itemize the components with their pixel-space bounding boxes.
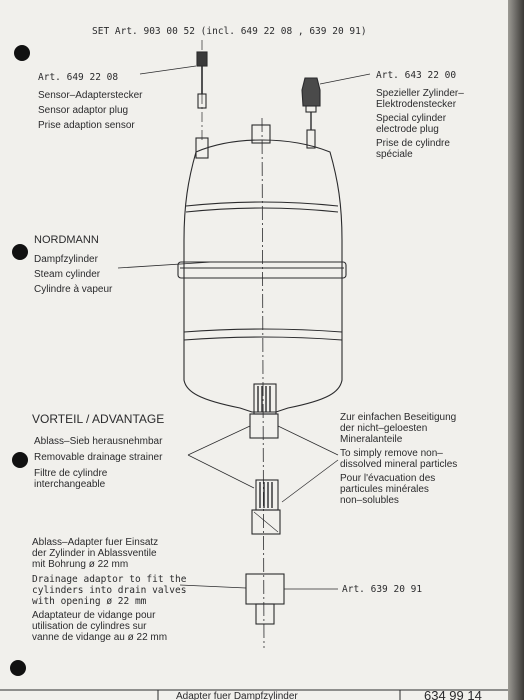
purpose-de-2: der nicht–geloesten bbox=[340, 423, 428, 434]
set-article-line: SET Art. 903 00 52 (incl. 649 22 08 , 639 20 91) bbox=[92, 26, 367, 37]
electrode-label-fr-1: Prise de cylindre bbox=[376, 138, 450, 149]
brand-name: NORDMANN bbox=[34, 234, 99, 246]
purpose-fr-1: Pour l'évacuation des bbox=[340, 473, 436, 484]
drain-adapter-fr-3: vanne de vidange au ø 22 mm bbox=[32, 632, 168, 643]
drain-adapter-de-1: Ablass–Adapter fuer Einsatz bbox=[32, 537, 159, 548]
advantage-fr-2: interchangeable bbox=[34, 479, 106, 490]
drain-adapter-en-2: cylinders into drain valves bbox=[32, 585, 187, 596]
electrode-label-fr-2: spéciale bbox=[376, 149, 413, 160]
footer-document-number: 634 99 14 bbox=[424, 688, 482, 700]
drain-adapter-de-2: der Zylinder in Ablassventile bbox=[32, 548, 157, 559]
advantage-title: VORTEIL / ADVANTAGE bbox=[32, 412, 165, 426]
electrode-label-de-2: Elektrodenstecker bbox=[376, 99, 457, 110]
drain-adapter bbox=[246, 574, 284, 604]
drain-adapter-de-3: mit Bohrung ø 22 mm bbox=[32, 559, 129, 570]
page-shadow-edge bbox=[508, 0, 524, 700]
electrode-plug-head bbox=[302, 78, 320, 106]
center-flange bbox=[178, 262, 346, 278]
drain-adapter-fr-2: utilisation de cylindres sur bbox=[32, 621, 147, 632]
electrode-label-en-1: Special cylinder bbox=[376, 113, 447, 124]
advantage-de: Ablass–Sieb herausnehmbar bbox=[34, 436, 163, 447]
drain-adapter-en-1: Drainage adaptor to fit the bbox=[32, 574, 187, 585]
electrode-art-number: Art. 643 22 00 bbox=[376, 70, 457, 81]
sensor-label-en: Sensor adaptor plug bbox=[38, 105, 129, 116]
drain-adapter-fr-1: Adaptateur de vidange pour bbox=[32, 610, 156, 621]
sensor-label-fr: Prise adaption sensor bbox=[38, 120, 135, 131]
center-line bbox=[262, 118, 264, 648]
footer-title: Adapter fuer Dampfzylinder bbox=[176, 691, 298, 700]
sensor-label-de: Sensor–Adapterstecker bbox=[38, 90, 143, 101]
purpose-en-2: dissolved mineral particles bbox=[340, 459, 458, 470]
advantage-en: Removable drainage strainer bbox=[34, 452, 163, 463]
cylinder-label-de: Dampfzylinder bbox=[34, 254, 98, 265]
purpose-fr-2: particules minérales bbox=[340, 484, 429, 495]
cylinder-label-en: Steam cylinder bbox=[34, 269, 101, 280]
electrode-label-en-2: electrode plug bbox=[376, 124, 439, 135]
purpose-de-3: Mineralanteile bbox=[340, 434, 403, 445]
strainer-collar bbox=[250, 414, 278, 438]
purpose-de-1: Zur einfachen Beseitigung bbox=[340, 412, 457, 423]
sensor-plug-head bbox=[197, 52, 207, 66]
purpose-en-1: To simply remove non– bbox=[340, 448, 443, 459]
advantage-fr-1: Filtre de cylindre bbox=[34, 468, 108, 479]
purpose-fr-3: non–solubles bbox=[340, 495, 399, 506]
sensor-art-number: Art. 649 22 08 bbox=[38, 72, 119, 83]
electrode-label-de-1: Spezieller Zylinder– bbox=[376, 88, 464, 99]
cylinder-label-fr: Cylindre à vapeur bbox=[34, 284, 113, 295]
drain-adapter-art-number: Art. 639 20 91 bbox=[342, 584, 423, 595]
drain-adapter-en-3: with opening ø 22 mm bbox=[32, 596, 147, 607]
